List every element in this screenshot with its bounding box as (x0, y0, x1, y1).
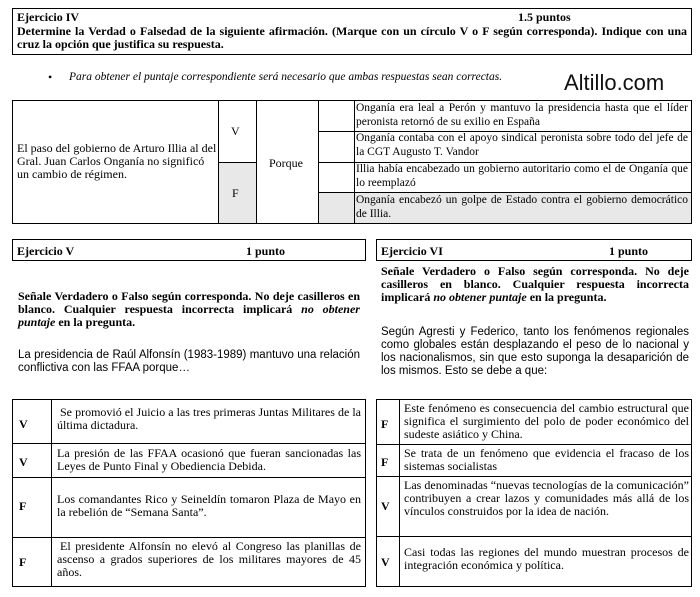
ejercicio-iv-instruction: Determine la Verdad o Falsedad de la siguiente afirmación. (Marque con un círculo V o F según corresponda). Indique con una cruz la opción que justifica su respuesta. (17, 24, 687, 51)
ejercicio-v-title: Ejercicio V (17, 244, 75, 258)
ejercicio-iv-table (12, 100, 692, 224)
table-row-mark[interactable]: F (381, 455, 389, 469)
table-row-text: Las denominadas “nuevas tecnologías de la comunicación” contribuyen a crear lazos y comunidades más allá de los vínculos construidos por la idea de nación. (404, 478, 689, 518)
option-v[interactable]: V (231, 124, 240, 138)
ejercicio-iv-title: Ejercicio IV (17, 10, 80, 24)
table-row-mark[interactable]: V (19, 417, 28, 431)
table-row-mark[interactable]: V (381, 499, 390, 513)
bullet: • (48, 70, 53, 84)
table-row-mark[interactable]: F (381, 417, 389, 431)
table-row-mark[interactable]: F (19, 499, 27, 513)
ejercicio-vi-instruction-a: Señale Verdadero o Falso según corresponda. No deje casilleros en blanco. Cualquier respuesta incorrecta implicará (381, 264, 689, 304)
table-row-mark[interactable]: V (381, 555, 390, 569)
ejercicio-v-instruction-a: Señale Verdadero o Falso según corresponda. No deje casilleros en blanco. Cualquier respuesta incorrecta implicará (18, 289, 360, 316)
ejercicio-v-instruction (18, 290, 360, 329)
table-row-text: Este fenómeno es consecuencia del cambio estructural que significa el surgimiento del polo de poder económico del sudeste asiático y China. (404, 401, 689, 441)
table-row-text: El presidente Alfonsín no elevó al Congreso las planillas de ascenso a grados superiores de los militares mayores de 45 años. (57, 539, 361, 579)
watermark-logo: Altillo.com (564, 70, 665, 95)
ejercicio-v-question: La presidencia de Raúl Alfonsín (1983-1989) mantuvo una relación conflictiva con las FFAA porque… (18, 349, 360, 374)
option-3[interactable]: Illia había encabezado un gobierno autoritario como el de Onganía que lo reemplazó (356, 163, 688, 189)
check-cell-4[interactable] (319, 193, 354, 223)
statement: El paso del gobierno de Arturo Illia al del Gral. Juan Carlos Onganía no significó un cambio de régimen. (17, 141, 217, 181)
ejercicio-vi-header (376, 239, 692, 261)
ejercicio-vi-points: 1 punto (609, 244, 649, 258)
table-row-text: Se trata de un fenómeno que evidencia el fracaso de los sistemas socialistas (404, 446, 689, 473)
ejercicio-v-header (12, 239, 366, 261)
ejercicio-v-table (12, 399, 366, 587)
ejercicio-v-instruction-em: no obtener puntaje (18, 302, 360, 329)
table-row-text: Se promovió el Juicio a las tres primeras Juntas Militares de la última dictadura. (57, 405, 361, 432)
ejercicio-vi-instruction (381, 265, 689, 304)
ejercicio-iv-note: Para obtener el puntaje correspondiente será necesario que ambas respuestas sean correctas. (69, 71, 503, 83)
ejercicio-v-points: 1 punto (246, 244, 286, 258)
table-row-text: Casi todas las regiones del mundo muestran procesos de integración económica y política. (404, 545, 689, 572)
ejercicio-iv-header (12, 8, 692, 55)
ejercicio-vi-instruction-em: no obtener puntaje (433, 290, 527, 304)
ejercicio-vi-title: Ejercicio VI (381, 244, 443, 258)
ejercicio-vi-question: Según Agresti y Federico, tanto los fenómenos regionales como globales están desplazando el peso de lo nacional y los nacionalismos, sin que esto suponga la desaparición de los mismos. Esto se debe a que: (381, 326, 689, 377)
option-2[interactable]: Onganía contaba con el apoyo sindical peronista sobre todo del jefe de la CGT Augusto T. Vandor (356, 132, 688, 158)
table-row-text: La presión de las FFAA ocasionó que fueran sancionadas las Leyes de Punto Final y Obediencia Debida. (57, 446, 361, 473)
option-4[interactable]: Onganía encabezó un golpe de Estado contra el gobierno democrático de Illia. (356, 194, 688, 220)
ejercicio-iv-points: 1.5 puntos (518, 10, 571, 24)
ejercicio-v-instruction-b: en la pregunta. (55, 315, 136, 329)
option-1[interactable]: Onganía era leal a Perón y mantuvo la presidencia hasta que el líder peronista retornó de su exilio en España (356, 102, 688, 128)
ejercicio-vi-instruction-b: en la pregunta. (526, 290, 607, 304)
ejercicio-vi-table (376, 399, 692, 587)
option-f[interactable]: F (232, 186, 239, 200)
table-row-mark[interactable]: V (19, 455, 28, 469)
porque-label: Porque (269, 156, 303, 170)
table-row-text: Los comandantes Rico y Seineldín tomaron Plaza de Mayo en la rebelión de “Semana Santa”. (57, 492, 361, 519)
table-row-mark[interactable]: F (19, 555, 27, 569)
